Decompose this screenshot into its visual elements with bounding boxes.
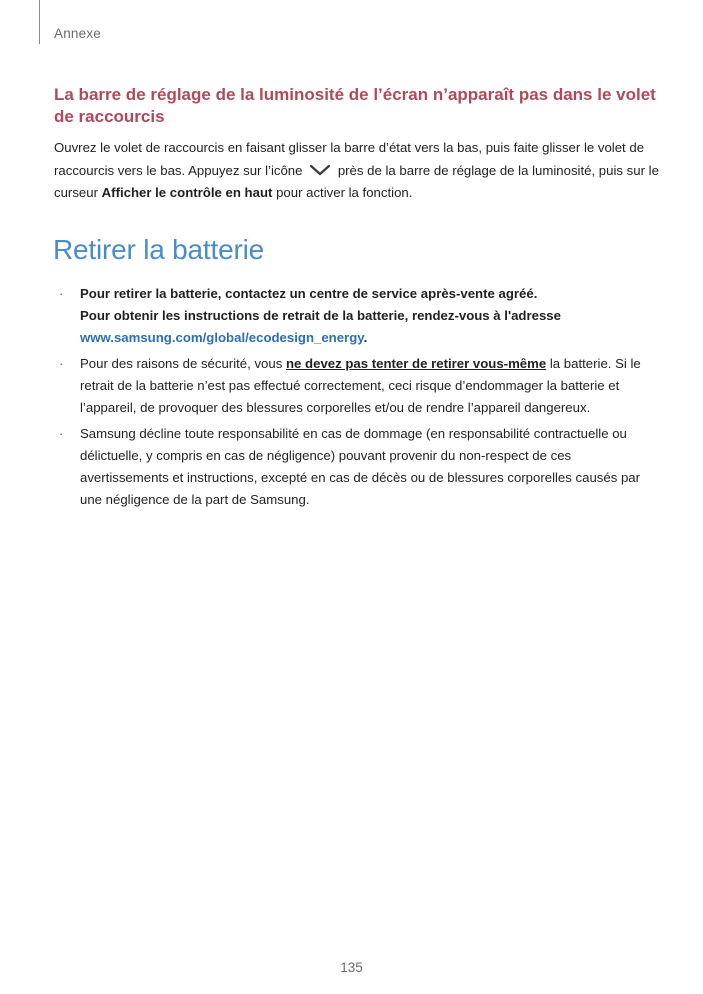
bullet1-line2: Pour obtenir les instructions de retrait de la batterie, rendez-vous à l'adresse	[80, 308, 561, 323]
ecodesign-link[interactable]: www.samsung.com/global/ecodesign_energy	[80, 330, 364, 345]
bullet1-line1: Pour retirer la batterie, contactez un centre de service après-vente agréé.	[80, 286, 538, 301]
list-item	[54, 353, 654, 419]
bullet3-text: Samsung décline toute responsabilité en cas de dommage (en responsabilité contractuelle ou délictuelle, y compris en cas de négligence) pouvant provenir du non-respect de ces avertissements et instructions, excepté en cas de décès ou de blessures corporelles causés par une négligence de la part de Samsung.	[80, 426, 641, 507]
bullet-glyph: ·	[59, 356, 64, 371]
bullet1-period: .	[363, 330, 368, 345]
bullet-glyph: ·	[59, 286, 64, 301]
chevron-down-icon	[307, 163, 333, 177]
list-item	[54, 283, 654, 349]
troubleshoot-paragraph	[54, 137, 660, 205]
paragraph-text-1: Ouvrez le volet de raccourcis en faisant glisser la barre d’état vers la bas, puis faite glisser le volet de raccourcis vers le bas. Appuyez sur l’icône	[54, 140, 645, 178]
page-number: 135	[340, 960, 363, 975]
setting-name: Afficher le contrôle en haut	[101, 185, 273, 200]
bullet-glyph: ·	[59, 426, 64, 441]
troubleshoot-heading: La barre de réglage de la luminosité de l’écran n’apparaît pas dans le volet de raccourcis	[54, 85, 656, 126]
bullet2-emphasis: ne devez pas tenter de retirer vous-même	[286, 356, 547, 371]
battery-warning-list	[54, 283, 654, 515]
section-header: Annexe	[54, 26, 101, 41]
paragraph-text-3: pour activer la fonction.	[276, 185, 413, 200]
paragraph-text-2: près de la barre de réglage de la luminosité, puis sur le curseur	[54, 162, 659, 200]
list-item	[54, 423, 654, 511]
bullet2-pre: Pour des raisons de sécurité, vous	[80, 356, 283, 371]
section-title: Retirer la batterie	[53, 234, 264, 265]
bullet2-post: la batterie. Si le retrait de la batterie n’est pas effectué correctement, ceci risque d’endommager la batterie et l’appareil, de provoquer des blessures corporelles et/ou de rendre l’appareil dangereux.	[80, 356, 641, 415]
header-divider	[39, 0, 40, 44]
